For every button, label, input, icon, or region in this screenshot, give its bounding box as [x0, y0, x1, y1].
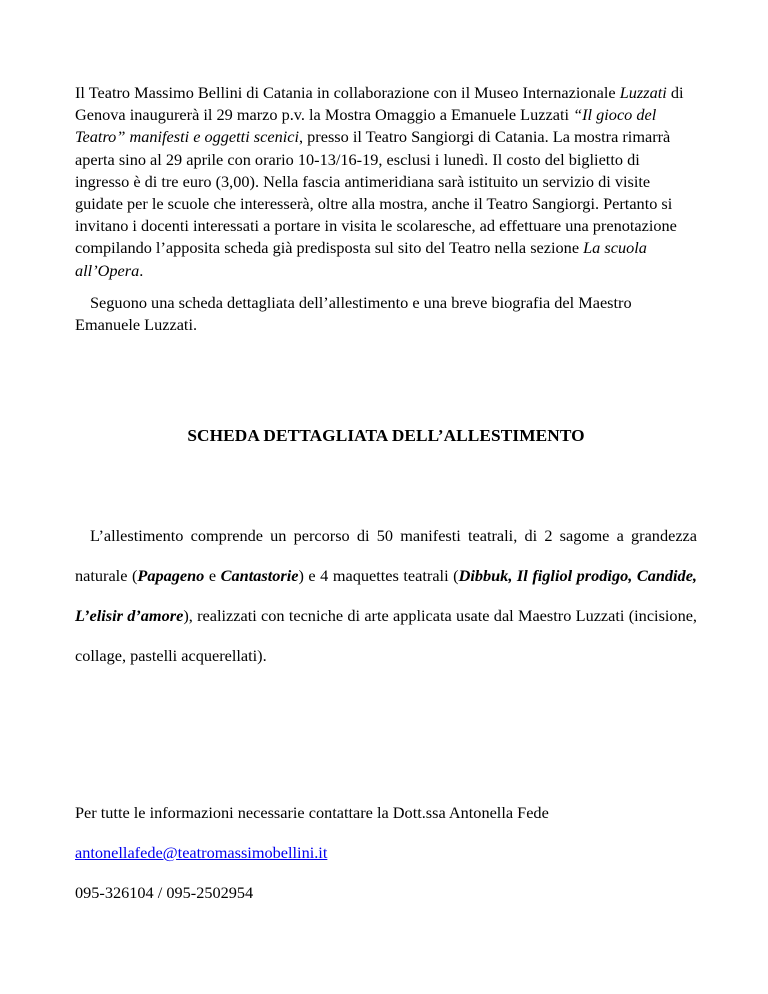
item-papageno: Papageno: [137, 566, 205, 586]
description-text-1: L’allestimento comprende un percorso di 50 manifesti teatrali, di 2 sagome a grandezza naturale (: [75, 526, 697, 586]
intro-text-3: , presso il Teatro Sangiorgi di Catania. La mostra rimarrà aperta sino al 29 aprile con orario 10-13/16-19, esclusi i lunedì. Il costo del biglietto di ingresso è di tre euro (3,00). Nella fascia antimeridiana sarà istituito un servizio di visite guidate per le scuole che interesserà, oltre alla mostra, anche il Teatro Sangiorgi. Pertanto si invitano i docenti interessati a portare in visita le scolaresche, ad effettuare una prenotazione compilando l’apposita scheda già predisposta sul sito del Teatro nella sezione: [75, 127, 677, 258]
description-text-3: ) e 4 maquettes teatrali (: [298, 566, 459, 586]
section-name-scuola-opera: La scuola all’Opera: [75, 238, 647, 280]
description-text-4: ), realizzati con tecniche di arte applicata usate dal Maestro Luzzati (incisione, collage, pastelli acquerellati).: [75, 605, 698, 665]
contact-block: [75, 793, 697, 912]
description-paragraph: [75, 516, 697, 675]
email-link[interactable]: antonellafede@teatromassimobellini.it: [75, 843, 328, 863]
intro-text-2: di Genova inaugurerà il 29 marzo p.v. la Mostra Omaggio a Emanuele Luzzati: [75, 83, 684, 125]
phone-numbers: 095-326104 / 095-2502954: [75, 882, 254, 902]
exhibition-title: “Il gioco del Teatro” manifesti e oggetti scenici: [75, 105, 657, 147]
item-cantastorie: Cantastorie: [220, 566, 299, 586]
intro-paragraph: [75, 82, 697, 282]
intro-text-1: Il Teatro Massimo Bellini di Catania in collaborazione con il Museo Internazionale: [75, 83, 620, 102]
contact-info: Per tutte le informazioni necessarie contattare la Dott.ssa Antonella Fede: [75, 803, 549, 823]
intro-text-4: .: [139, 260, 144, 280]
section-heading: SCHEDA DETTAGLIATA DELL’ALLESTIMENTO: [187, 426, 585, 446]
intro-italic-luzzati: Luzzati: [619, 83, 667, 102]
follow-up-paragraph: Seguono una scheda dettagliata dell’allestimento e una breve biografia del Maestro Emanuele Luzzati.: [75, 292, 632, 335]
document-page: [75, 82, 697, 912]
description-text-2: e: [204, 566, 221, 586]
maquettes-list: Dibbuk, Il figliol prodigo, Candide, L’elisir d’amore: [75, 566, 697, 625]
